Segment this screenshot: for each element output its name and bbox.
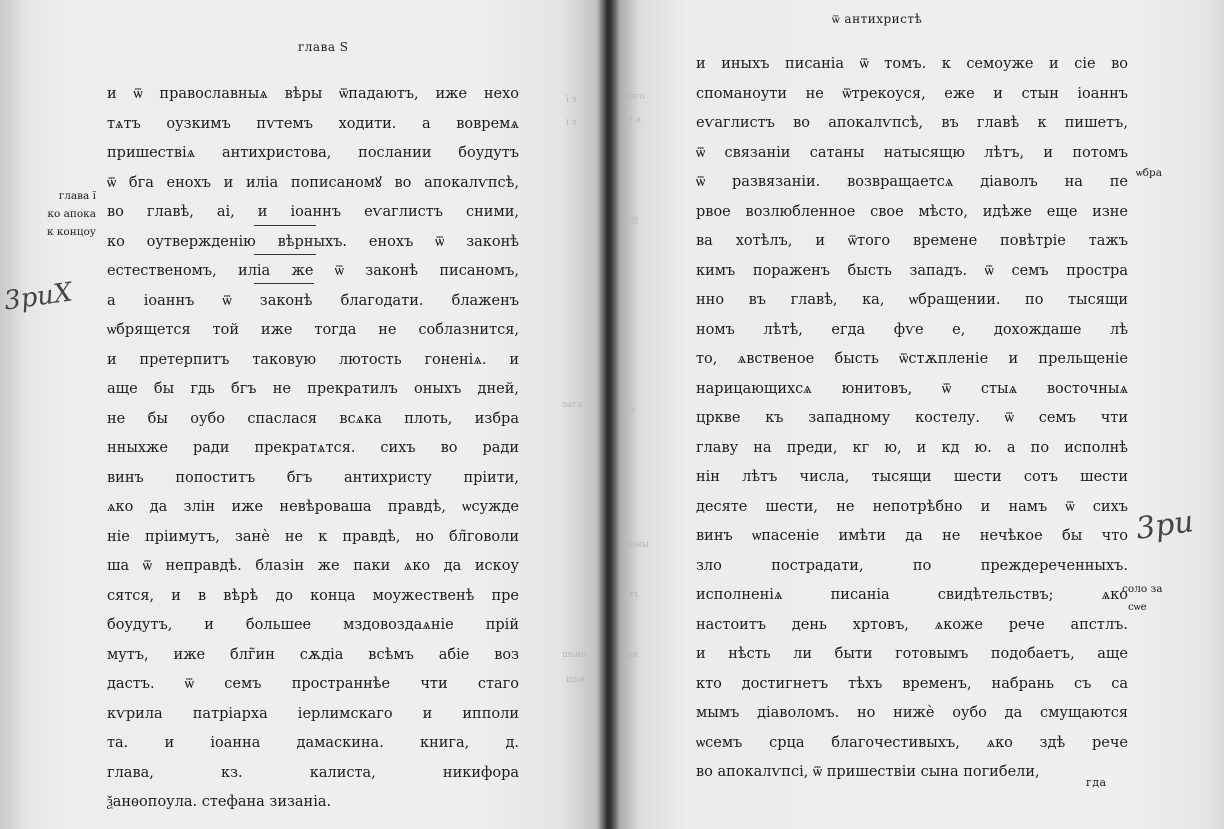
- text-line: нно въ главѣ, ка, ѡбращении. по тысящи: [696, 292, 1128, 308]
- faint-edge-text: ду: [628, 215, 639, 225]
- left-page-header: глава Ѕ: [298, 40, 349, 54]
- text-line: тѧтъ оузкимъ пѵтемъ ходити. а вовремѧ: [107, 115, 519, 132]
- text-line: мутъ, иже блг̃ин сѫдіа всѣмъ абіе воз: [107, 646, 519, 663]
- text-line: кто достигнетъ тѣхъ временъ, набрань съ са: [696, 675, 1128, 692]
- margin-note-line: ко апока: [47, 208, 96, 220]
- text-line: ко оутвержденію вѣрныхъ. енохъ ѿ законѣ: [107, 233, 519, 250]
- text-line: главу на преди, кг ю, и кд ю. а по исполнѣ: [696, 439, 1128, 456]
- text-line: еѵаглистъ во апокалѵпсѣ, въ главѣ к пишетъ,: [696, 115, 1128, 131]
- text-line: и иныхъ писаніа ѿ томъ. к семоуже и сіе во: [696, 56, 1128, 72]
- text-line: во главѣ, аі, и іоаннъ еѵаглистъ сними,: [107, 204, 519, 220]
- book-gutter: [598, 0, 620, 829]
- right-margin-note: [1122, 580, 1202, 616]
- text-line: ѯанѳопоула. стефана зизаніа.: [107, 794, 332, 810]
- underline-mark: [254, 225, 316, 226]
- faint-edge-text: тыи: [620, 650, 639, 660]
- text-line: номъ лѣтѣ, егда фѵе е, дохождаше лѣ: [696, 321, 1128, 338]
- underline-mark: [254, 283, 314, 284]
- text-line: дастъ. ѿ семъ пространнѣе чти стаго: [107, 676, 519, 692]
- text-line: а іоаннъ ѿ законѣ благодати. блаженъ: [107, 292, 519, 309]
- text-line: зло пострадати, по преждереченныхъ.: [696, 557, 1128, 574]
- faint-edge-text: зага: [562, 400, 583, 410]
- text-line: ѿ связаніи сатаны натысящю лѣтъ, и потомъ: [696, 144, 1128, 161]
- faint-edge-text: гі: [630, 590, 638, 600]
- catchword: гда: [1086, 776, 1107, 789]
- underline-mark: [254, 254, 316, 255]
- left-handwritten-note: 3рuX: [2, 277, 75, 317]
- text-line: десяте шести, не непотрѣбно и намъ ѿ сихъ: [696, 498, 1128, 515]
- faint-edge-text: шьи: [566, 675, 586, 685]
- left-body-text: [107, 80, 519, 818]
- margin-note-line: соло за: [1122, 583, 1163, 595]
- right-handwritten-note: 3pu: [1133, 504, 1196, 547]
- margin-note-line: ѡбра: [1136, 167, 1162, 179]
- faint-edge-text: з а: [628, 115, 642, 125]
- text-line: и ѿ православныѧ вѣры ѿпадаютъ, иже нехо: [107, 86, 519, 102]
- text-line: и претерпитъ таковую лютость гоненіѧ. и: [107, 351, 519, 368]
- text-line: ѡбрящется той иже тогда не соблазнится,: [107, 322, 519, 338]
- margin-note-line: сѡе: [1128, 601, 1147, 613]
- left-margin-note: [12, 187, 96, 241]
- text-line: цркве къ западному костелу. ѿ семъ чти: [696, 410, 1128, 426]
- text-line: кѵрила патріарха іерлимскаго и ипполи: [107, 705, 519, 722]
- text-line: боудутъ, и большее мздовоздаѧніе прій: [107, 617, 519, 633]
- text-line: то, ѧвственое бысть ѿстѫпленіе и прельщеніе: [696, 351, 1128, 367]
- text-line: мымъ діаволомъ. но нижѐ оубо да смущаются: [696, 705, 1128, 721]
- text-line: ша ѿ неправдѣ. блазін же паки ѧко да искоу: [107, 558, 519, 574]
- text-line: ва хотѣлъ, и ѿтого времене повѣтріе тажъ: [696, 233, 1128, 249]
- text-line: ѡсемъ срца благочестивыхъ, ѧко здѣ рече: [696, 734, 1128, 751]
- right-margin-note: [1136, 164, 1196, 182]
- faint-edge-text: вого: [624, 92, 645, 102]
- text-line: глава, кз. калиста, никифора: [107, 764, 519, 781]
- text-line: ѿ бга енохъ и иліа пописаномꙋ во апокалѵпсѣ,: [107, 174, 519, 191]
- text-line: исполненіѧ писаніа свидѣтельствъ; ѧко: [696, 587, 1128, 603]
- text-line: нныхже ради прекратѧтся. сихъ во ради: [107, 440, 519, 456]
- margin-note-line: к концоу: [46, 226, 96, 238]
- faint-edge-text: з: [630, 405, 635, 415]
- text-line: во апокалѵпсі, ѿ пришествіи сына погибели,: [696, 764, 1040, 780]
- text-line: пришествіѧ антихристова, послании боудутъ: [107, 145, 519, 161]
- text-line: настоитъ день хртовъ, ѧкоже рече апстлъ.: [696, 616, 1128, 633]
- text-line: и нѣсть ли быти готовымъ подобаетъ, аще: [696, 646, 1128, 662]
- text-line: сятся, и в вѣрѣ до конца моужественѣ пре: [107, 587, 519, 604]
- text-line: нарицающихсѧ юнитовъ, ѿ стыѧ восточныѧ: [696, 380, 1128, 397]
- text-line: ніе пріимутъ, занѐ не к правдѣ, но бл̃говоли: [107, 528, 519, 545]
- faint-edge-text: ї з: [566, 118, 577, 128]
- text-line: естественомъ, иліа же ѿ законѣ писаномъ,: [107, 263, 519, 279]
- faint-edge-text: лгоны: [620, 540, 650, 550]
- text-line: ѿ развязаніи. возвращаетсѧ діаволъ на пе: [696, 174, 1128, 190]
- left-page: [0, 0, 606, 829]
- margin-note-line: глава ї: [58, 190, 96, 202]
- text-line: аще бы гдь бгъ не прекратилъ оныхъ дней,: [107, 381, 519, 397]
- faint-edge-text: ї з: [566, 95, 577, 105]
- faint-edge-text: шьно: [562, 650, 587, 660]
- right-page: [606, 0, 1224, 829]
- text-line: та. и іоанна дамаскина. книга, д.: [107, 735, 519, 751]
- right-body-text: [696, 50, 1128, 788]
- text-line: винъ ѡпасеніе имѣти да не нечѣкое бы что: [696, 528, 1128, 544]
- text-line: нін лѣтъ числа, тысящи шести сотъ шести: [696, 469, 1128, 485]
- text-line: не бы оубо спаслася всѧка плоть, избра: [107, 410, 519, 427]
- text-line: винъ попоститъ бгъ антихристу пріити,: [107, 469, 519, 486]
- right-page-header: ѿ антихристѣ: [832, 12, 923, 26]
- text-line: споманоути не ѿтрекоуся, еже и стын іоаннъ: [696, 85, 1128, 102]
- text-line: ѧко да злін иже невѣроваша правдѣ, ѡсужде: [107, 499, 519, 515]
- text-line: кимъ пораженъ бысть западъ. ѿ семъ простра: [696, 262, 1128, 279]
- text-line: рвое возлюбленное свое мѣсто, идѣже еще изне: [696, 203, 1128, 220]
